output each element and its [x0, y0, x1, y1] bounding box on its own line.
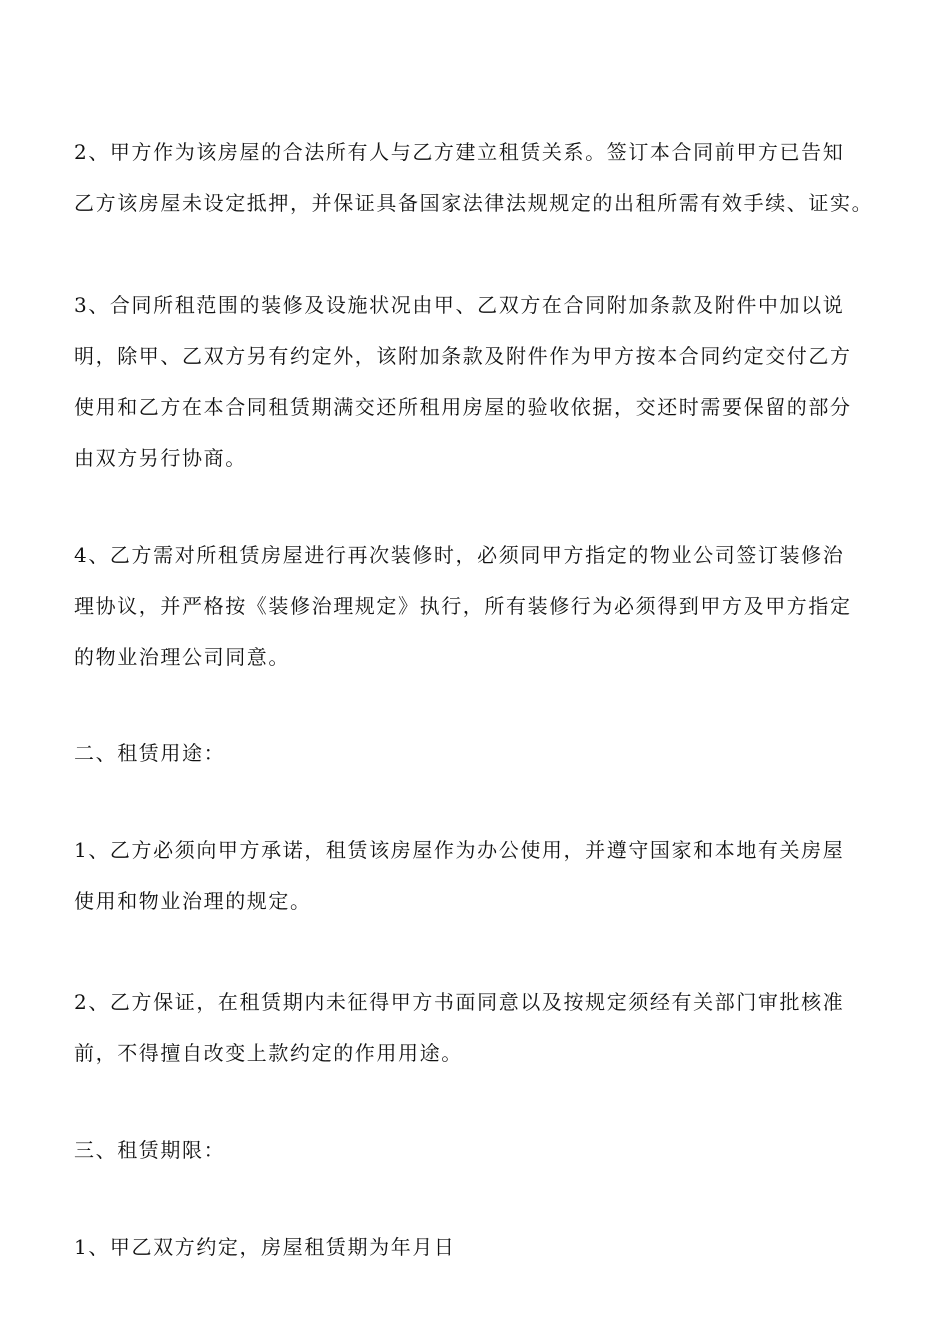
text-line: 使用和物业治理的规定。	[74, 889, 312, 913]
heading-line: 三、租赁期限：	[74, 1138, 226, 1162]
text-line: 由双方另行协商。	[74, 446, 247, 470]
text-line: 的物业治理公司同意。	[74, 645, 290, 669]
text-line: 乙方该房屋未设定抵押，并保证具备国家法律法规规定的出租所需有效手续、证实。	[74, 191, 874, 215]
text-line: 1、乙方必须向甲方承诺，租赁该房屋作为办公使用，并遵守国家和本地有关房屋	[74, 838, 845, 862]
text-line: 使用和乙方在本合同租赁期满交还所租用房屋的验收依据，交还时需要保留的部分	[74, 395, 852, 419]
term-clause-1	[74, 1222, 894, 1273]
clause-4-renovation	[74, 530, 894, 683]
text-line: 前，不得擅自改变上款约定的作用用途。	[74, 1041, 463, 1065]
text-line: 2、乙方保证，在租赁期内未征得甲方书面同意以及按规定须经有关部门审批核准	[74, 990, 845, 1014]
text-line: 4、乙方需对所租赁房屋进行再次装修时，必须同甲方指定的物业公司签订装修治	[74, 543, 845, 567]
text-line: 明，除甲、乙双方另有约定外，该附加条款及附件作为甲方按本合同约定交付乙方	[74, 344, 852, 368]
clause-3-decoration-facilities	[74, 280, 894, 484]
text-line: 3、合同所租范围的装修及设施状况由甲、乙双方在合同附加条款及附件中加以说	[74, 293, 845, 317]
text-line: 理协议，并严格按《装修治理规定》执行，所有装修行为必须得到甲方及甲方指定	[74, 594, 852, 618]
section-heading-lease-term	[74, 1125, 894, 1176]
text-line: 1、甲乙双方约定，房屋租赁期为年月日	[74, 1235, 456, 1259]
text-line: 2、甲方作为该房屋的合法所有人与乙方建立租赁关系。签订本合同前甲方已告知	[74, 140, 845, 164]
clause-2-ownership	[74, 127, 894, 229]
heading-line: 二、租赁用途：	[74, 741, 226, 765]
purpose-clause-2-no-change	[74, 977, 894, 1079]
purpose-clause-1-office-use	[74, 825, 894, 927]
section-heading-lease-purpose	[74, 728, 894, 779]
